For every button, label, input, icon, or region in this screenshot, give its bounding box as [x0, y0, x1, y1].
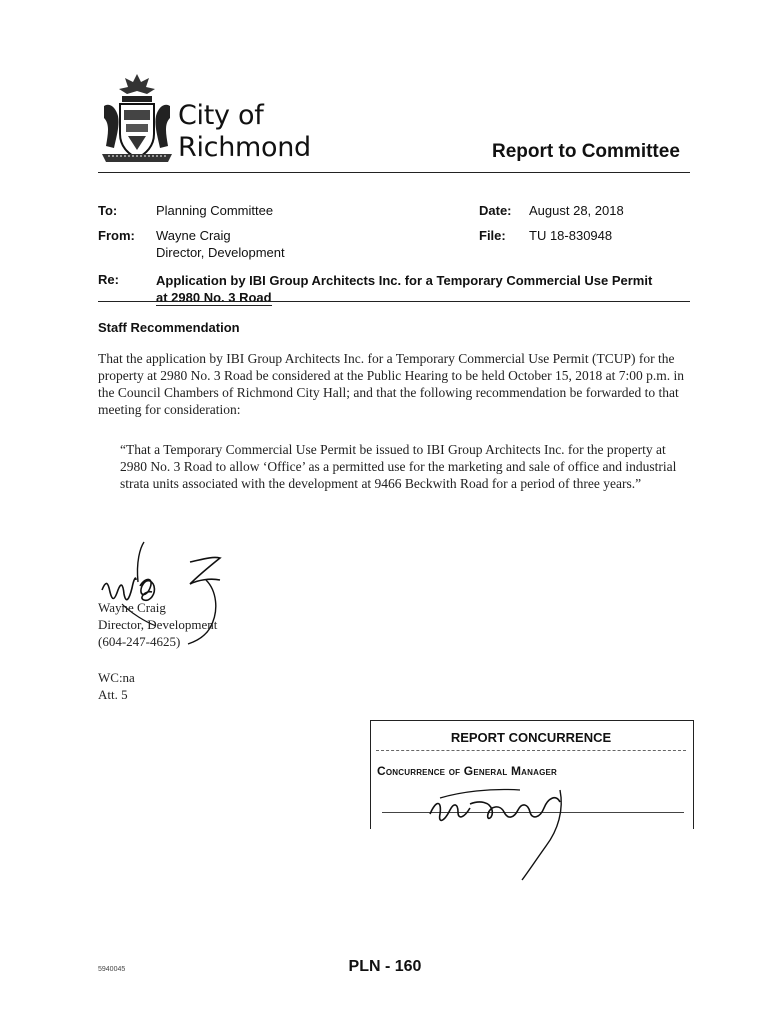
concurrence-title: REPORT CONCURRENCE	[450, 730, 612, 745]
re-subject-line2	[156, 289, 701, 306]
from-value: Wayne Craig	[156, 228, 231, 243]
concurrence-divider	[376, 750, 686, 751]
date-label: Date:	[479, 203, 512, 218]
file-value: TU 18-830948	[529, 228, 613, 243]
recommendation-quote: “That a Temporary Commercial Use Permit be issued to IBI Group Architects Inc. for the property at 2980 No. 3 Road to allow ‘Office’ as a permitted use for the marketing and sale of office and industrial strata units associated with the development at 9466 Beckwith Road for a period of three years.”	[120, 442, 677, 491]
re-divider	[98, 301, 690, 302]
report-title: Report to Committee	[492, 141, 680, 162]
re-label: Re:	[98, 272, 119, 287]
date-value: August 28, 2018	[529, 203, 624, 218]
page-number: PLN - 160	[348, 958, 422, 975]
logo-text-city-of: City of	[178, 100, 264, 131]
from-title: Director, Development	[156, 245, 285, 260]
to-label: To:	[98, 203, 118, 218]
handwritten-signature-general-manager	[410, 770, 610, 882]
logo-text-richmond: Richmond	[178, 132, 311, 163]
initials: WC:na	[98, 670, 135, 685]
signer-title: Director, Development	[98, 617, 218, 632]
re-subject-line1: Application by IBI Group Architects Inc. for a Temporary Commercial Use Permit	[156, 273, 653, 288]
re-subject-line2-text: at 2980 No. 3 Road	[156, 290, 272, 305]
section-heading: Staff Recommendation	[98, 320, 240, 335]
signer-phone: (604-247-4625)	[98, 634, 181, 649]
to-value: Planning Committee	[156, 203, 274, 218]
attachments: Att. 5	[98, 687, 128, 702]
recommendation-paragraph: That the application by IBI Group Architects Inc. for a Temporary Commercial Use Permit (TCUP) for the property at 2980 No. 3 Road be considered at the Public Hearing to be held October 15, 2018 at 7:00 p.m. in the Council Chambers of Richmond City Hall; and that the following recommendation be forwarded to that meeting for consideration:	[98, 351, 684, 417]
concurrence-subtitle: Concurrence of General Manager	[377, 764, 558, 778]
document-code: 5940045	[98, 966, 126, 973]
header-divider	[98, 172, 690, 173]
city-crest-logo	[100, 72, 174, 168]
file-label: File:	[479, 228, 506, 243]
signer-name: Wayne Craig	[98, 600, 166, 615]
from-label: From:	[98, 228, 135, 243]
